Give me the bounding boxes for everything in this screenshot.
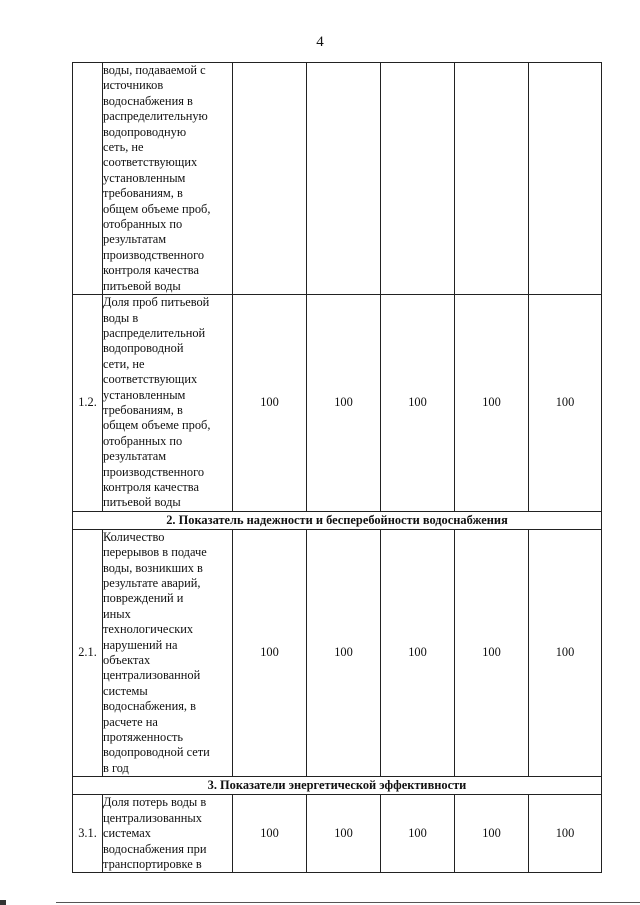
description-line: воды, возникших в xyxy=(103,560,203,575)
description-line: воды в xyxy=(103,310,139,325)
indicator-description xyxy=(103,295,233,512)
description-line: нарушений на xyxy=(103,637,178,652)
value-cell: 100 xyxy=(307,795,381,873)
description-line: сеть, не xyxy=(103,140,144,155)
table-row xyxy=(73,63,602,295)
description-line: требованиям, в xyxy=(103,402,183,417)
description-line: водоснабжения, в xyxy=(103,699,196,714)
value-cell: 100 xyxy=(307,529,381,777)
description-line: результатам xyxy=(103,232,167,247)
value-cell: 100 xyxy=(529,295,602,512)
description-line: контроля качества xyxy=(103,263,199,278)
section-title: 2. Показатель надежности и бесперебойности водоснабжения xyxy=(73,511,602,529)
description-line: Количество xyxy=(103,529,165,544)
description-line: источников xyxy=(103,78,164,93)
description-line: транспортировке в xyxy=(103,856,202,871)
row-number: 3.1. xyxy=(73,795,103,873)
description-line: контроля качества xyxy=(103,479,199,494)
description-line: водопроводной xyxy=(103,341,184,356)
description-line: распределительной xyxy=(103,325,206,340)
indicator-description xyxy=(103,529,233,777)
row-number: 2.1. xyxy=(73,529,103,777)
description-line: водоснабжения в xyxy=(103,93,193,108)
value-cell: 100 xyxy=(233,529,307,777)
value-cell: 100 xyxy=(381,795,455,873)
description-line: воды, подаваемой с xyxy=(103,63,206,77)
description-line: технологических xyxy=(103,622,194,637)
value-cell: 100 xyxy=(529,795,602,873)
description-line: отобранных по xyxy=(103,433,183,448)
value-cell xyxy=(455,63,529,295)
table-row xyxy=(73,295,602,512)
description-line: системах xyxy=(103,826,151,841)
description-line: результатам xyxy=(103,449,167,464)
value-cell xyxy=(529,63,602,295)
indicator-description xyxy=(103,795,233,873)
description-line: соответствующих xyxy=(103,372,198,387)
description-line: водоснабжения при xyxy=(103,841,207,856)
indicators-table xyxy=(72,62,602,873)
value-cell: 100 xyxy=(233,795,307,873)
description-line: результате аварий, xyxy=(103,576,201,590)
value-cell: 100 xyxy=(381,295,455,512)
value-cell xyxy=(233,63,307,295)
description-line: питьевой воды xyxy=(103,278,181,293)
value-cell: 100 xyxy=(307,295,381,512)
value-cell xyxy=(381,63,455,295)
description-line: сети, не xyxy=(103,356,145,371)
scan-edge-mark xyxy=(0,900,6,905)
value-cell: 100 xyxy=(233,295,307,512)
description-line: повреждений и xyxy=(103,591,184,606)
description-line: иных xyxy=(103,606,131,621)
description-line: перерывов в подаче xyxy=(103,545,207,560)
description-line: установленным xyxy=(103,387,186,402)
description-line: системы xyxy=(103,683,148,698)
scan-edge-line xyxy=(56,902,640,903)
value-cell: 100 xyxy=(381,529,455,777)
description-line: централизованной xyxy=(103,668,201,683)
description-line: установленным xyxy=(103,170,186,185)
value-cell: 100 xyxy=(455,529,529,777)
value-cell: 100 xyxy=(529,529,602,777)
description-line: требованиям, в xyxy=(103,186,183,201)
row-number xyxy=(73,63,103,295)
table-row xyxy=(73,795,602,873)
description-line: производственного xyxy=(103,464,205,479)
page-number: 4 xyxy=(316,34,324,50)
description-line: общем объеме проб, xyxy=(103,418,211,433)
description-line: протяженность xyxy=(103,730,184,745)
value-cell: 100 xyxy=(455,795,529,873)
indicator-description xyxy=(103,63,233,295)
section-row xyxy=(73,777,602,795)
description-line: водопроводной сети xyxy=(103,745,210,760)
description-line: общем объеме проб, xyxy=(103,201,211,216)
description-line: питьевой воды xyxy=(103,495,181,510)
description-line: Доля потерь воды в xyxy=(103,795,207,810)
description-line: объектах xyxy=(103,653,151,668)
value-cell xyxy=(307,63,381,295)
section-title: 3. Показатели энергетической эффективности xyxy=(73,777,602,795)
section-row xyxy=(73,511,602,529)
description-line: соответствующих xyxy=(103,155,198,170)
row-number: 1.2. xyxy=(73,295,103,512)
description-line: производственного xyxy=(103,247,205,262)
description-line: распределительную xyxy=(103,109,208,124)
description-line: Доля проб питьевой xyxy=(103,295,210,310)
description-line: отобранных по xyxy=(103,217,183,232)
description-line: в год xyxy=(103,760,129,775)
table-row xyxy=(73,529,602,777)
value-cell: 100 xyxy=(455,295,529,512)
description-line: расчете на xyxy=(103,714,158,729)
description-line: централизованных xyxy=(103,810,202,825)
description-line: водопроводную xyxy=(103,124,187,139)
